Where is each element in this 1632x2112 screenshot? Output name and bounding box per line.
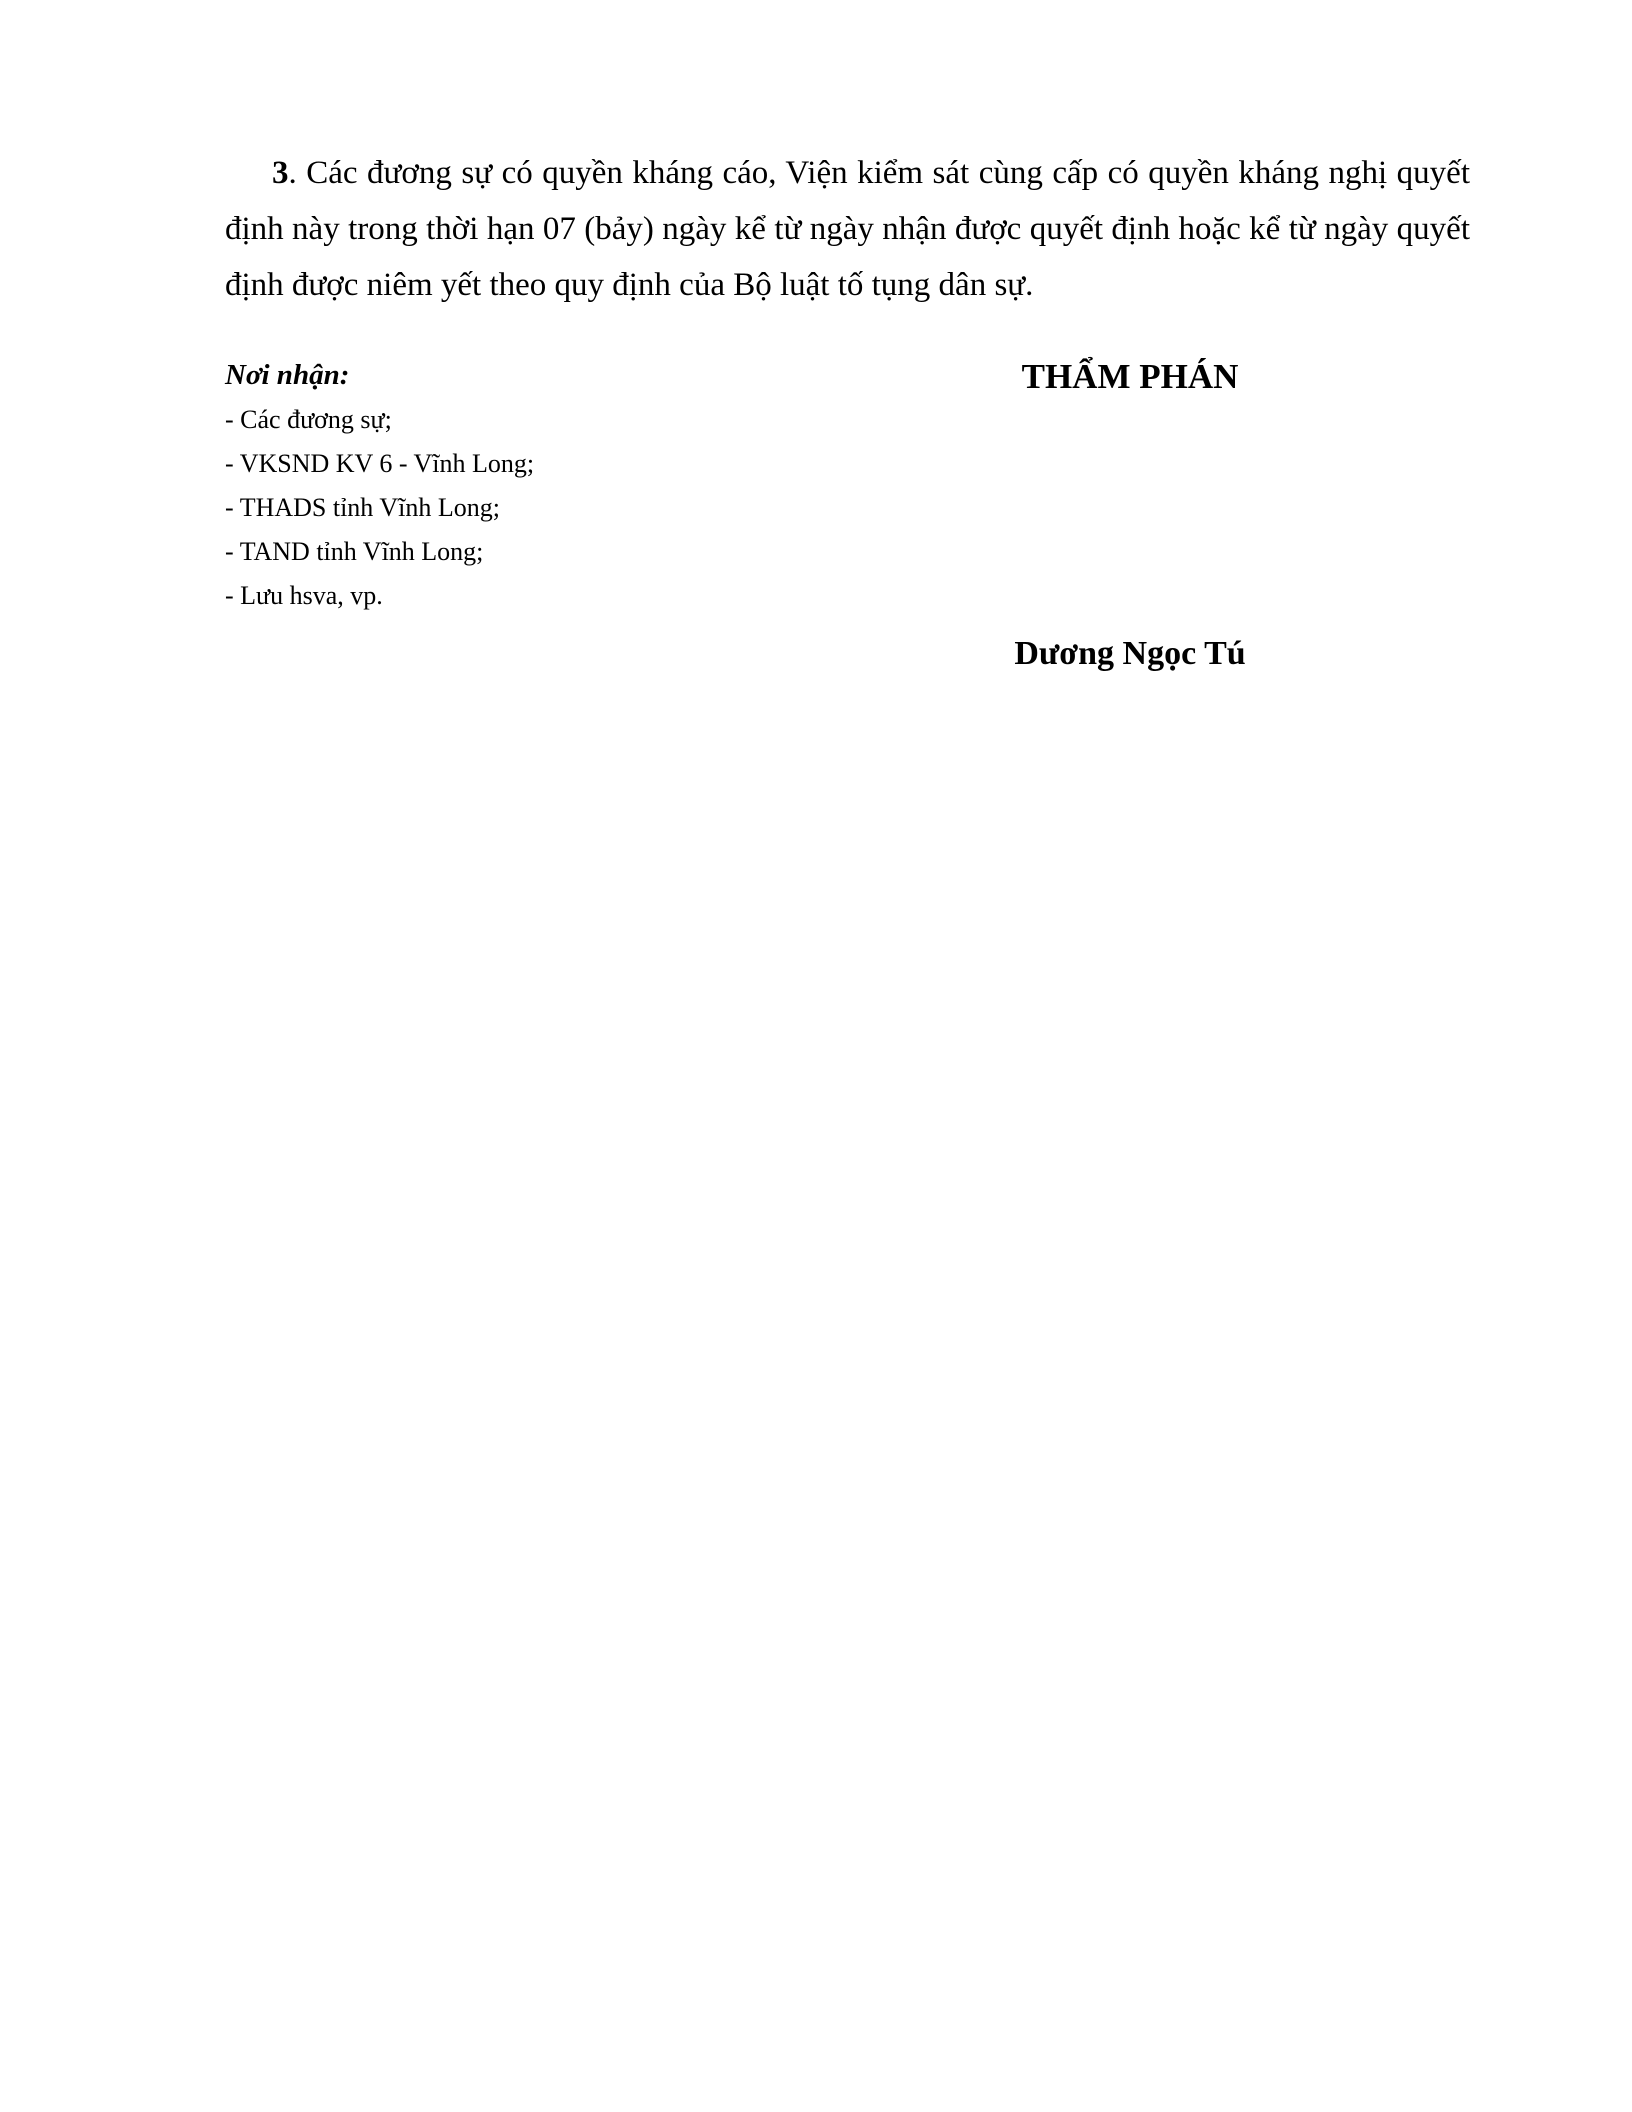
- paragraph-text: . Các đương sự có quyền kháng cáo, Viện kiểm sát cùng cấp có quyền kháng nghị quyết định này trong thời hạn 07 (bảy) ngày kể từ ngày nhận được quyết định hoặc kể từ ngày quyết định được niêm yết theo quy định của Bộ luật tố tụng dân sự.: [225, 155, 1470, 303]
- paragraph-number: 3: [272, 155, 289, 191]
- recipients-list: [225, 398, 785, 618]
- recipient-item: - Lưu hsva, vp.: [225, 581, 383, 610]
- appeal-rights-paragraph: [225, 145, 1470, 313]
- signer-name: Dương Ngọc Tú: [1014, 635, 1246, 672]
- recipient-item: - VKSND KV 6 - Vĩnh Long;: [225, 449, 535, 478]
- recipients-block: [225, 356, 785, 618]
- signature-block: [930, 350, 1330, 672]
- recipients-title: Nơi nhận:: [225, 359, 350, 391]
- signer-title: THẨM PHÁN: [1021, 357, 1239, 396]
- recipient-item: - TAND tỉnh Vĩnh Long;: [225, 537, 484, 566]
- recipient-item: - THADS tỉnh Vĩnh Long;: [225, 493, 500, 522]
- recipient-item: - Các đương sự;: [225, 405, 392, 434]
